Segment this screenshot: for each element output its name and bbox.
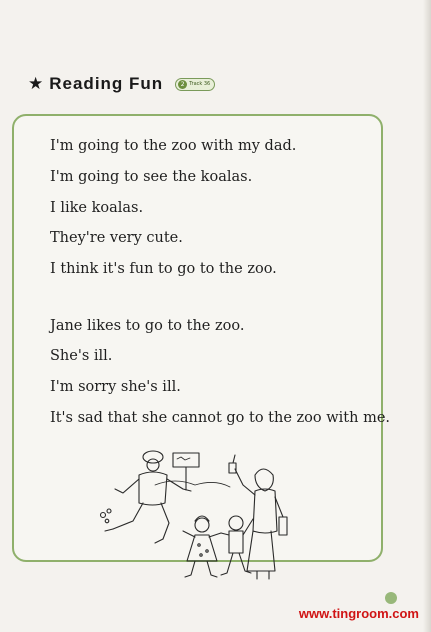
- track-number: 2: [178, 80, 187, 89]
- page-edge: [423, 0, 431, 632]
- reading-line: She's ill.: [50, 348, 113, 364]
- reading-line: I'm sorry she's ill.: [50, 379, 181, 395]
- reading-line: It's sad that she cannot go to the zoo with me.: [50, 410, 391, 426]
- page-number-badge: [385, 592, 397, 604]
- reading-line: I'm going to the zoo with my dad.: [50, 138, 297, 154]
- section-header: [28, 74, 215, 94]
- zoo-family-illustration: [95, 445, 300, 585]
- reading-line: Jane likes to go to the zoo.: [50, 318, 245, 334]
- track-label: Track 36: [189, 81, 211, 87]
- handbag: [279, 517, 287, 535]
- section-title: Reading Fun: [49, 74, 164, 93]
- reading-line: I think it's fun to go to the zoo.: [50, 261, 277, 277]
- reading-line: I like koalas.: [50, 200, 144, 216]
- man-hat: [143, 451, 163, 463]
- reading-line: They're very cute.: [50, 230, 183, 246]
- watermark-text: www.tingroom.com: [298, 606, 419, 621]
- star-icon: ★: [28, 73, 44, 94]
- reading-line: I'm going to see the koalas.: [50, 169, 253, 185]
- audio-track-badge: [175, 78, 215, 91]
